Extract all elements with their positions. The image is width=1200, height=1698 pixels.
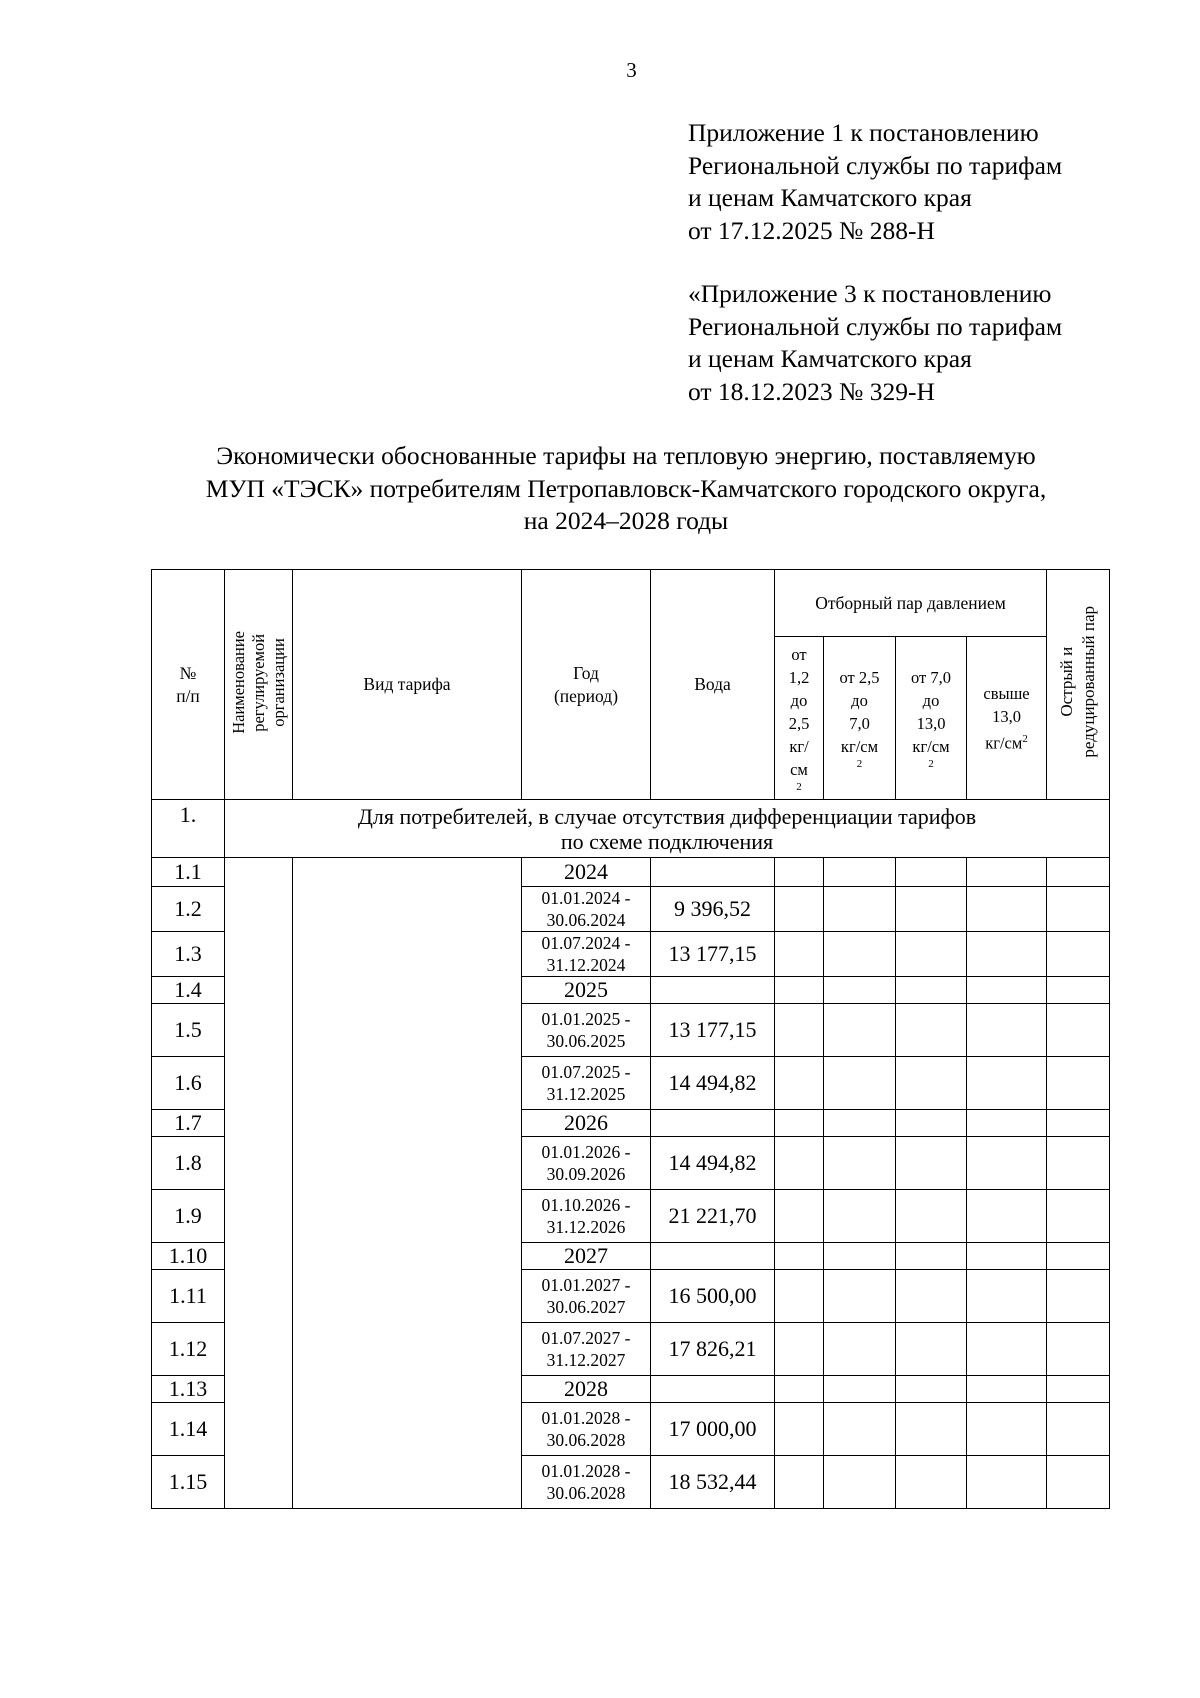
empty-cell — [967, 1110, 1047, 1137]
empty-cell — [1047, 1456, 1110, 1509]
annex-line: Приложение 1 к постановлению — [688, 118, 1039, 147]
annex-line: «Приложение 3 к постановлению — [688, 279, 1052, 308]
period-cell: 01.01.2028 - 30.06.2028 — [522, 1403, 651, 1456]
period-cell: 01.01.2027 - 30.06.2027 — [522, 1270, 651, 1323]
header-year: Год (период) — [522, 570, 651, 800]
tariff-type — [293, 858, 522, 1509]
empty-cell — [896, 1004, 967, 1057]
empty-cell — [824, 1057, 896, 1110]
page-number: 3 — [626, 58, 637, 82]
empty-cell — [967, 1456, 1047, 1509]
period-cell: 01.07.2027 - 31.12.2027 — [522, 1323, 651, 1376]
empty-cell — [824, 1110, 896, 1137]
empty-cell — [896, 1137, 967, 1190]
annex-current — [688, 117, 1062, 247]
empty-cell — [775, 932, 824, 977]
empty-cell — [775, 1243, 824, 1270]
annex-line: и ценам Камчатского края — [688, 344, 972, 373]
empty-cell — [775, 977, 824, 1004]
header-steam-1: от 1,2 до 2,5 кг/ см 2 — [775, 637, 824, 800]
row-num: 1.5 — [152, 1004, 225, 1057]
period-cell: 01.07.2025 - 31.12.2025 — [522, 1057, 651, 1110]
empty-cell — [1047, 858, 1110, 887]
empty-cell — [775, 1270, 824, 1323]
empty-cell — [824, 1190, 896, 1243]
water-value: 13 177,15 — [651, 932, 775, 977]
empty-cell — [824, 1137, 896, 1190]
period-cell: 01.07.2024 - 31.12.2024 — [522, 932, 651, 977]
empty-cell — [824, 1270, 896, 1323]
period-cell: 01.01.2025 - 30.06.2025 — [522, 1004, 651, 1057]
empty-cell — [896, 1456, 967, 1509]
section-title: Для потребителей, в случае отсутствия дифференциации тарифов по схеме подключения — [225, 800, 1110, 858]
period-cell: 01.01.2028 - 30.06.2028 — [522, 1456, 651, 1509]
empty-cell — [824, 977, 896, 1004]
title-line: МУП «ТЭСК» потребителям Петропавловск-Камчатского городского округа, — [205, 473, 1047, 503]
water-value: 16 500,00 — [651, 1270, 775, 1323]
row-num: 1.11 — [152, 1270, 225, 1323]
row-num: 1.4 — [152, 977, 225, 1004]
table-row — [152, 858, 1110, 887]
header-steam-3: от 7,0 до 13,0 кг/см 2 — [896, 637, 967, 800]
empty-cell — [1047, 977, 1110, 1004]
empty-cell — [896, 1057, 967, 1110]
water-value — [651, 1376, 775, 1403]
empty-cell — [896, 858, 967, 887]
annex-line: Региональной службы по тарифам — [688, 150, 1063, 180]
empty-cell — [967, 1323, 1047, 1376]
annex-line: и ценам Камчатского края — [688, 183, 972, 212]
empty-cell — [896, 977, 967, 1004]
empty-cell — [824, 1323, 896, 1376]
empty-cell — [967, 1270, 1047, 1323]
empty-cell — [896, 1190, 967, 1243]
annex-line: от 17.12.2025 № 288-Н — [688, 215, 935, 245]
annex-line: от 18.12.2023 № 329-Н — [688, 376, 935, 406]
empty-cell — [1047, 1270, 1110, 1323]
empty-cell — [967, 977, 1047, 1004]
empty-cell — [775, 1190, 824, 1243]
empty-cell — [967, 1376, 1047, 1403]
row-num: 1.14 — [152, 1403, 225, 1456]
empty-cell — [896, 932, 967, 977]
water-value: 14 494,82 — [651, 1137, 775, 1190]
row-num: 1.10 — [152, 1243, 225, 1270]
row-num: 1.3 — [152, 932, 225, 977]
empty-cell — [824, 1403, 896, 1456]
document-title — [140, 440, 1112, 538]
title-line: на 2024–2028 годы — [523, 506, 729, 535]
header-org: Наименование регулируемой организации — [225, 570, 293, 800]
empty-cell — [967, 932, 1047, 977]
water-value: 17 826,21 — [651, 1323, 775, 1376]
empty-cell — [824, 1456, 896, 1509]
empty-cell — [775, 1110, 824, 1137]
row-num: 1.2 — [152, 887, 225, 932]
empty-cell — [967, 1243, 1047, 1270]
row-num: 1.7 — [152, 1110, 225, 1137]
empty-cell — [896, 1323, 967, 1376]
empty-cell — [824, 1376, 896, 1403]
empty-cell — [1047, 1403, 1110, 1456]
header-num: № п/п — [152, 570, 225, 800]
annex-previous — [688, 278, 1062, 408]
annex-line: Региональной службы по тарифам — [688, 311, 1063, 341]
empty-cell — [1047, 1376, 1110, 1403]
water-value: 9 396,52 — [651, 887, 775, 932]
empty-cell — [967, 858, 1047, 887]
empty-cell — [896, 1376, 967, 1403]
empty-cell — [896, 1243, 967, 1270]
empty-cell — [967, 1137, 1047, 1190]
section-row — [152, 800, 1110, 858]
year-cell: 2025 — [522, 977, 651, 1004]
water-value — [651, 977, 775, 1004]
empty-cell — [1047, 1110, 1110, 1137]
section-num: 1. — [152, 800, 225, 858]
empty-cell — [967, 1057, 1047, 1110]
water-value: 13 177,15 — [651, 1004, 775, 1057]
empty-cell — [1047, 1004, 1110, 1057]
row-num: 1.8 — [152, 1137, 225, 1190]
organization-name — [225, 858, 293, 1509]
empty-cell — [775, 1057, 824, 1110]
water-value: 14 494,82 — [651, 1057, 775, 1110]
empty-cell — [824, 932, 896, 977]
header-tariff-type: Вид тарифа — [293, 570, 522, 800]
empty-cell — [824, 1243, 896, 1270]
period-cell: 01.01.2024 - 30.06.2024 — [522, 887, 651, 932]
empty-cell — [896, 1110, 967, 1137]
row-num: 1.9 — [152, 1190, 225, 1243]
empty-cell — [824, 887, 896, 932]
tariff-table — [151, 569, 1110, 1509]
water-value — [651, 858, 775, 887]
empty-cell — [775, 1323, 824, 1376]
empty-cell — [775, 1403, 824, 1456]
header-sharp-steam: Острый и редуцированный пар — [1047, 570, 1110, 800]
water-value — [651, 1243, 775, 1270]
header-water: Вода — [651, 570, 775, 800]
empty-cell — [896, 887, 967, 932]
empty-cell — [824, 1004, 896, 1057]
data-rows — [152, 858, 1110, 1509]
empty-cell — [824, 858, 896, 887]
year-cell: 2028 — [522, 1376, 651, 1403]
title-line: Экономически обоснованные тарифы на тепловую энергию, поставляемую — [216, 441, 1036, 470]
water-value — [651, 1110, 775, 1137]
empty-cell — [775, 1004, 824, 1057]
empty-cell — [967, 1190, 1047, 1243]
empty-cell — [775, 858, 824, 887]
period-cell: 01.01.2026 - 30.09.2026 — [522, 1137, 651, 1190]
empty-cell — [1047, 1243, 1110, 1270]
empty-cell — [1047, 1323, 1110, 1376]
empty-cell — [967, 887, 1047, 932]
water-value: 18 532,44 — [651, 1456, 775, 1509]
empty-cell — [775, 887, 824, 932]
row-num: 1.15 — [152, 1456, 225, 1509]
water-value: 17 000,00 — [651, 1403, 775, 1456]
header-steam-2: от 2,5 до 7,0 кг/см 2 — [824, 637, 896, 800]
row-num: 1.1 — [152, 858, 225, 887]
empty-cell — [1047, 1190, 1110, 1243]
year-cell: 2027 — [522, 1243, 651, 1270]
empty-cell — [967, 1403, 1047, 1456]
row-num: 1.13 — [152, 1376, 225, 1403]
header-row — [152, 570, 1110, 637]
row-num: 1.6 — [152, 1057, 225, 1110]
empty-cell — [1047, 887, 1110, 932]
year-cell: 2026 — [522, 1110, 651, 1137]
empty-cell — [775, 1456, 824, 1509]
empty-cell — [896, 1270, 967, 1323]
empty-cell — [1047, 932, 1110, 977]
empty-cell — [967, 1004, 1047, 1057]
row-num: 1.12 — [152, 1323, 225, 1376]
period-cell: 01.10.2026 - 31.12.2026 — [522, 1190, 651, 1243]
year-cell: 2024 — [522, 858, 651, 887]
empty-cell — [775, 1376, 824, 1403]
empty-cell — [1047, 1137, 1110, 1190]
water-value: 21 221,70 — [651, 1190, 775, 1243]
header-steam-group: Отборный пар давлением — [775, 570, 1047, 637]
empty-cell — [896, 1403, 967, 1456]
empty-cell — [775, 1137, 824, 1190]
header-steam-4: свыше 13,0 $кг/см^2$ — [967, 637, 1047, 800]
empty-cell — [1047, 1057, 1110, 1110]
